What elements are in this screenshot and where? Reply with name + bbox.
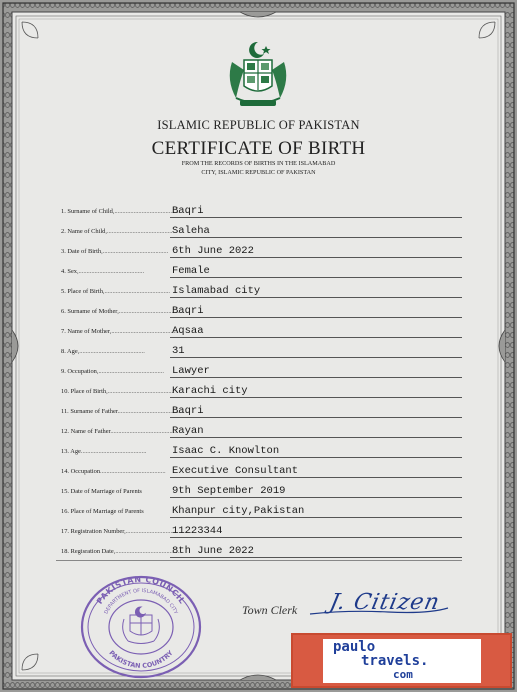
- field-value: Female: [172, 265, 210, 277]
- field-label: 9. Occupation,.........................................: [61, 368, 164, 375]
- field-label: 13. Age.........................................: [61, 448, 147, 455]
- field-value: Baqri: [172, 405, 204, 417]
- field-label: 15. Date of Marriage of Parents: [61, 488, 142, 495]
- field-label: 5. Place of Birth,.........................................: [61, 288, 170, 295]
- town-clerk-label: Town Clerk: [242, 603, 298, 617]
- pakistan-state-emblem-icon: [226, 40, 290, 112]
- watermark-line1: paulo: [333, 639, 376, 655]
- watermark-banner: [291, 633, 512, 688]
- country-heading: ISLAMIC REPUBLIC OF PAKISTAN: [157, 118, 360, 132]
- field-value: Executive Consultant: [172, 465, 299, 477]
- field-row: [56, 458, 462, 478]
- clerk-signature: J. Citizen: [327, 590, 443, 615]
- field-value: Saleha: [172, 225, 210, 237]
- field-label: 18. Regisration Date,.........................................: [61, 548, 181, 555]
- field-row: [56, 538, 462, 558]
- field-value: Baqri: [172, 305, 204, 317]
- field-value: Islamabad city: [172, 285, 261, 297]
- seal-top-text: PAKISTAN COUNCIL: [94, 575, 188, 606]
- field-label: 17. Registration Number,.........................................: [61, 528, 192, 535]
- watermark-line3: com: [393, 668, 413, 681]
- field-label: 14. Occupation.........................................: [61, 468, 166, 475]
- field-row: [56, 298, 462, 318]
- watermark-line2: travels.: [361, 653, 429, 669]
- field-row: [56, 218, 462, 238]
- field-row: [56, 198, 462, 218]
- field-label: 16. Place of Marriage of Parents: [61, 508, 144, 515]
- field-row: [56, 378, 462, 398]
- certificate-fields: [56, 198, 462, 558]
- field-value: Karachi city: [172, 385, 248, 397]
- field-row: [56, 498, 462, 518]
- field-value: Lawyer: [172, 365, 210, 377]
- field-label: 3. Date of Birth,.........................................: [61, 248, 169, 255]
- field-row: [56, 338, 462, 358]
- field-value: Isaac C. Knowlton: [172, 445, 280, 457]
- field-value: Baqri: [172, 205, 204, 217]
- field-label: 8. Age,.........................................: [61, 348, 145, 355]
- seal-bottom-text: PAKISTAN COUNTRY: [107, 648, 175, 670]
- field-value: 6th June 2022: [172, 245, 254, 257]
- field-label: 2. Name of Child,.........................................: [61, 228, 173, 235]
- field-row: [56, 398, 462, 418]
- field-row: [56, 258, 462, 278]
- field-row: [56, 238, 462, 258]
- field-label: 7. Name of Mother,.........................................: [61, 328, 177, 335]
- field-row: [56, 318, 462, 338]
- field-row: [56, 478, 462, 498]
- field-label: 12. Name of Father.........................................: [61, 428, 176, 435]
- field-label: 10. Place of Birth,.........................................: [61, 388, 174, 395]
- certificate-subtitle-line2: CITY, ISLAMIC REPUBLIC OF PAKISTAN: [201, 169, 316, 176]
- field-value: 11223344: [172, 525, 223, 537]
- field-row: [56, 278, 462, 298]
- field-row: [56, 518, 462, 538]
- field-row: [56, 438, 462, 458]
- field-label: 1. Surname of Child,.........................................: [61, 208, 180, 215]
- seal-inner-text: DEPARTMENT OF ISLAMABAD CITY: [103, 587, 179, 616]
- field-value: 31: [172, 345, 185, 357]
- field-label: 4. Sex,.........................................: [61, 268, 145, 275]
- certificate-subtitle-line1: FROM THE RECORDS OF BIRTHS IN THE ISLAMABAD: [181, 160, 336, 167]
- section-divider: [56, 560, 462, 561]
- council-seal-icon: [80, 575, 202, 679]
- field-row: [56, 358, 462, 378]
- certificate-title: CERTIFICATE OF BIRTH: [151, 138, 366, 159]
- field-value: 9th September 2019: [172, 485, 286, 497]
- field-value: Aqsaa: [172, 325, 204, 337]
- field-value: Rayan: [172, 425, 204, 437]
- field-label: 11. Surname of Father.........................................: [61, 408, 184, 415]
- field-underline: [170, 557, 462, 558]
- field-value: Khanpur city,Pakistan: [172, 505, 305, 517]
- field-value: 8th June 2022: [172, 545, 254, 557]
- field-label: 6. Surname of Mother,.........................................: [61, 308, 185, 315]
- field-row: [56, 418, 462, 438]
